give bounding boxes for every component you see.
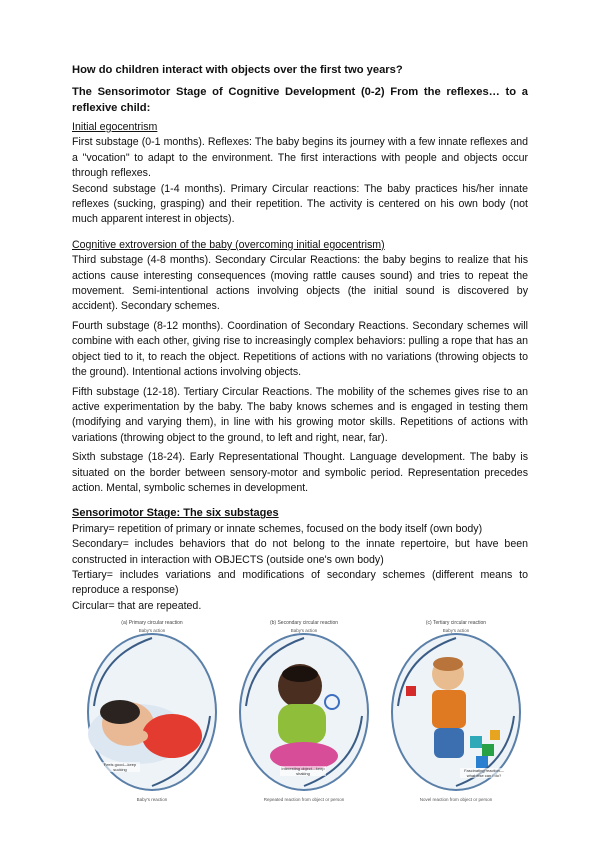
third-substage-text: Third substage (4-8 months). Secondary Circular Reactions: the baby begins to realize that his actions cause interesting consequences (moving rattle causes sound) and tries to repeat the movement. Semi-intentional actions involving objects (the initial sound is discovered by accident). Secondary schemes. (72, 254, 528, 313)
fourth-substage-text: Fourth substage (8-12 months). Coordination of Secondary Reactions. Secondary schemes will combine with each other, giving rise to increasingly complex behaviors: pulling a rope that has an object tied to it, to reach the object. Repetitions of actions with no variations (throwing objects to the ground). Intentional actions involving objects. (72, 319, 528, 379)
secondary-panel-title: (b) Secondary circular reaction (269, 620, 339, 626)
initial-egocentrism-title: Initial egocentrism (72, 121, 158, 133)
secondary-reaction-panel (232, 616, 376, 804)
primary-definition: Primary= repetition of primary or innate schemes, focused on the body itself (own body) (72, 522, 483, 535)
six-substages-section (72, 506, 528, 614)
tertiary-panel-title: (c) Tertiary circular reaction (425, 620, 487, 626)
section-heading: The Sensorimotor Stage of Cognitive Development (0-2) From the reflexes… to a reflexive child: (72, 86, 528, 114)
secondary-panel-top-label: Baby's action (290, 628, 318, 633)
primary-panel-bottom-label: Baby's reaction (136, 797, 168, 802)
tertiary-panel-bottom-label: Novel reaction from object or person (419, 797, 493, 802)
six-substages-title: Sensorimotor Stage: The six substages (72, 507, 279, 520)
tertiary-reaction-panel (384, 616, 528, 804)
secondary-panel-middle-label: Interesting object—keep shaking (281, 766, 325, 776)
sixth-substage-text: Sixth substage (18-24). Early Representational Thought. Language development. The baby is situated on the border between sensory-motor and symbolic period. Representation precedes action. Mental, symbolic schemes in development. (72, 451, 528, 494)
document-page (72, 62, 528, 614)
second-substage-text: Second substage (1-4 months). Primary Circular reactions: The baby practices his/her innate reflexes (sucking, grasping) and their repetition. The activity is centered on his own body (not much apparent interest in objects). (72, 182, 528, 226)
extroversion-title: Cognitive extroversion of the baby (overcoming initial egocentrism) (72, 238, 385, 251)
circular-reactions-figure (80, 616, 528, 804)
primary-reaction-illustration (80, 616, 224, 804)
primary-panel-title: (a) Primary circular reaction (121, 620, 183, 626)
secondary-definition: Secondary= includes behaviors that do not belong to the innate repertoire, but have been constructed in interaction with OBJECTS (outside one's own body) (72, 538, 528, 566)
tertiary-definition: Tertiary= includes variations and modifications of secondary schemes (different means to reproduce a response) (72, 568, 528, 597)
tertiary-panel-middle-label: Fascinating reaction—what else can I do? (460, 768, 508, 778)
tertiary-panel-top-label: Baby's action (442, 628, 470, 633)
fifth-substage-text: Fifth substage (12-18). Tertiary Circular Reactions. The mobility of the schemes gives rise to an active experimentation by the baby. The baby knows schemes and is engaged in testing them (modifying and varying them), in line with his growing motor skills. Repetitions of actions with variations (throwing object to the ground, to left and right, near, far). (72, 385, 528, 444)
primary-panel-middle-label: Feels good—keep sucking (100, 762, 140, 772)
primary-panel-top-label: Baby's action (138, 628, 166, 633)
circular-definition: Circular= that are repeated. (72, 599, 202, 612)
secondary-panel-bottom-label: Repeated reaction from object or person (263, 797, 345, 802)
primary-reaction-panel (80, 616, 224, 804)
extroversion-section (72, 238, 528, 497)
first-substage-text: First substage (0-1 months). Reflexes: The baby begins its journey with a few innate reflexes and a "vocation" to adapt to the environment. The first interactions with people and objects occur through reflexes. (72, 136, 528, 180)
initial-egocentrism-section (72, 120, 528, 228)
question-heading: How do children interact with objects over the first two years? (72, 64, 403, 76)
